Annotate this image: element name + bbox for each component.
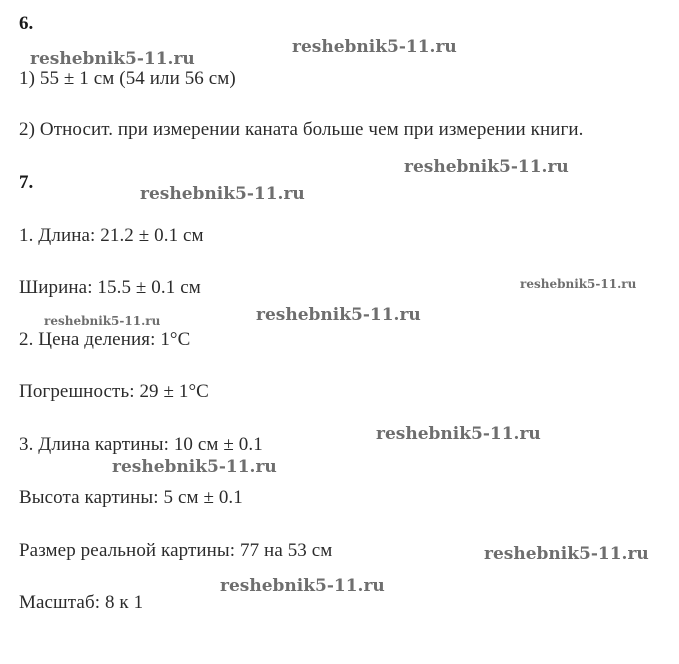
- section-6-line-1: 1) 55 ± 1 см (54 или 56 см): [19, 68, 236, 89]
- section-7-line-7: Размер реальной картины: 77 на 53 см: [19, 540, 333, 561]
- section-7-line-4: Погрешность: 29 ± 1°С: [19, 381, 209, 402]
- section-7-line-5: 3. Длина картины: 10 см ± 0.1: [19, 434, 263, 455]
- watermark: reshebnik5-11.ru: [292, 37, 457, 57]
- watermark: reshebnik5-11.ru: [140, 184, 305, 204]
- watermark: reshebnik5-11.ru: [376, 424, 541, 444]
- watermark: reshebnik5-11.ru: [404, 157, 569, 177]
- watermark: reshebnik5-11.ru: [256, 305, 421, 325]
- section-7-line-6: Высота картины: 5 см ± 0.1: [19, 487, 243, 508]
- section-7-number: 7.: [19, 172, 34, 193]
- watermark: reshebnik5-11.ru: [484, 544, 649, 564]
- section-6-number: 6.: [19, 13, 34, 34]
- watermark: reshebnik5-11.ru: [44, 314, 161, 328]
- watermark: reshebnik5-11.ru: [30, 49, 195, 69]
- section-7-line-8: Масштаб: 8 к 1: [19, 592, 144, 613]
- section-7-line-1: 1. Длина: 21.2 ± 0.1 см: [19, 225, 204, 246]
- watermark: reshebnik5-11.ru: [220, 576, 385, 596]
- section-7-line-3: 2. Цена деления: 1°С: [19, 329, 191, 350]
- watermark: reshebnik5-11.ru: [112, 457, 277, 477]
- watermark: reshebnik5-11.ru: [520, 277, 637, 291]
- section-7-line-2: Ширина: 15.5 ± 0.1 см: [19, 277, 201, 298]
- section-6-line-2: 2) Относит. при измерении каната больше чем при измерении книги.: [19, 119, 584, 140]
